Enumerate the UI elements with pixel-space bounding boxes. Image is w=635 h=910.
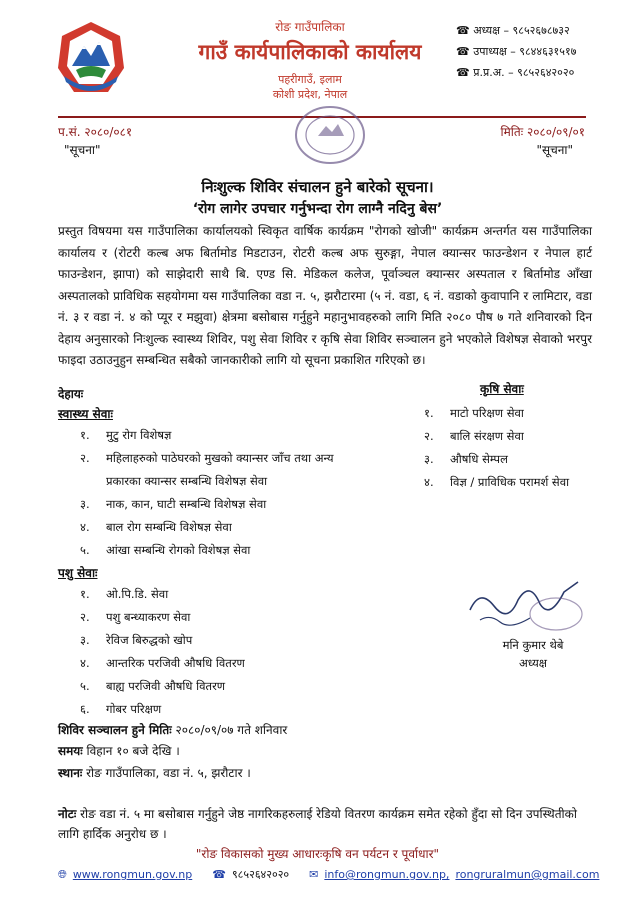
office-title: गाउँ कार्यपालिकाको कार्यालय <box>198 40 422 64</box>
agriculture-heading: कृषि सेवाः <box>480 382 524 396</box>
phone-icon: ☎︎ <box>212 868 226 881</box>
camp-place: स्थानः रोङ गाउँपालिका, वडा नं. ५, झरौटार । <box>58 766 251 780</box>
notice-slogan-title: ‘रोग लागेर उपचार गर्नुभन्दा रोग लाग्नै नदिनु बेस’ <box>192 201 443 217</box>
agriculture-list <box>424 402 604 494</box>
list-item: ६. गोबर परिक्षण <box>80 702 162 716</box>
list-item: ४. विज्ञ / प्राविधिक परामर्श सेवा <box>424 475 570 489</box>
list-item: प्रकारका क्यान्सर सम्बन्धि विशेषज्ञ सेवा <box>106 474 268 488</box>
list-item: ५. बाह्य परजिवी औषधि वितरण <box>80 679 226 693</box>
list-item: २. महिलाहरुको पाठेघरको मुखको क्यान्सर जाँच तथा अन्य <box>80 451 334 465</box>
contact-phones <box>456 20 576 83</box>
footer-contacts <box>58 867 600 882</box>
website-link[interactable]: www.rongmun.gov.np <box>72 868 193 881</box>
list-item: ३. नाक, कान, घाटी सम्बन्धि विशेषज्ञ सेवा <box>80 497 267 511</box>
globe-icon: 🌐︎ <box>58 867 67 881</box>
list-item: १. ओ.पि.डि. सेवा <box>80 587 169 601</box>
email-link-gmail[interactable]: rongruralmun@gmail.com <box>455 868 600 881</box>
signatory-name: मनि कुमार थेबे <box>502 638 564 652</box>
phone-line: ☎︎ उपाध्यक्ष – ९८४४६३१५१७ <box>456 45 577 58</box>
camp-date: शिविर सञ्चालन हुने मितिः २०८०/०९/०७ गते शनिवार <box>58 723 288 737</box>
notice-label-left: "सूचना" <box>64 143 101 157</box>
office-location: पहरीगाउँ, इलाम <box>278 73 342 86</box>
list-item: ५. आंखा सम्बन्धि रोगको विशेषज्ञ सेवा <box>80 543 251 557</box>
footer-phone: ९८५२६४२०२० <box>231 868 290 881</box>
letter-date: मितिः २०८०/०९/०१ <box>500 125 585 139</box>
phone-icon: ☎︎ <box>456 66 474 79</box>
livestock-heading: पशु सेवाः <box>58 566 98 580</box>
mail-icon: ✉︎ <box>309 868 319 881</box>
official-stamp <box>290 100 370 170</box>
reference-number: प.सं. २०८०/०८१ <box>58 125 133 139</box>
signature-image <box>460 570 590 640</box>
phone-line: ☎︎ प्र.प्र.अ. – ९८५२६४२०२० <box>456 66 575 79</box>
municipality-name: रोङ गाउँपालिका <box>275 20 345 34</box>
signatory-title: अध्यक्ष <box>518 656 548 670</box>
note-paragraph: नोटः रोङ वडा नं. ५ मा बसोबास गर्नुहुने जेष्ठ नागरिकहरुलाई रेडियो वितरण कार्यक्रम समेत रहेको हुँदा सो दिन उपस्थितीको लागि हार्दिक अनुरोध छ । <box>58 807 577 841</box>
municipality-emblem-logo <box>50 18 132 100</box>
camp-time: समयः विहान १० बजे देखि । <box>58 744 180 758</box>
list-item: ४. आन्तरिक परजिवी औषधि वितरण <box>80 656 245 670</box>
notice-title: निःशुल्क शिविर संचालन हुने बारेको सूचना। <box>201 178 434 196</box>
list-item: ४. बाल रोग सम्बन्धि विशेषज्ञ सेवा <box>80 520 232 534</box>
list-item: २. बालि संरक्षण सेवा <box>424 429 524 443</box>
email-link-info[interactable]: info@rongmun.gov.np, <box>324 868 450 881</box>
list-item: ३. रेविज बिरुद्धको खोप <box>80 633 193 647</box>
list-item: १. मुटु रोग विशेषज्ञ <box>80 428 172 442</box>
office-province: कोशी प्रदेश, नेपाल <box>272 88 348 101</box>
body-paragraph: प्रस्तुत विषयमा यस गाउँपालिका कार्यालयको स्विकृत वार्षिक कार्यक्रम "रोगको खोजी" कार्यक्रम अन्तर्गत यस गाउँपालिका कार्यालय र (रोटरी कल्ब अफ बिर्तामोड मिडटाउन, रोटरी कल्ब अफ सुरुङ्गा, नेपाल क्यान्सर फाउन्डेशन र नेपाल हार्ट फाउन्डेशन, झापा) को साझेदारी साथै बि. एण्ड सि. मेडिकल कलेज, पूर्वाञ्चल क्यान्सर अस्पताल र बिर्तामोड आँखा अस्पतालको प्राविधिक सहयोगमा यस गाउँपालिका वडा न. ५, झरौटारमा (५ नं. वडा, ६ नं. वडाको कुवापानि र लामिटार, वडा नं. ३ र वडा नं. ४ को प्यूर र मझुवा) क्षेत्रमा बसोबास गर्नुहुने महानुभावहरुको लागि मिति २०८० पौष ७ गते शनिवारको दिन देहाय अनुसारको निःशुल्क स्वास्थ्य शिविर, पशु सेवा शिविर र कृषि सेवा शिविर सञ्चालन हुने भएकोले विशेषज्ञ सेवाको भरपुर फाइदा उठाउनुहुन सम्बन्धित सबैको जानकारीको लागि यो सूचना प्रकाशित गरिएको छ। <box>58 224 592 367</box>
notice-label-right: "सूचना" <box>536 143 573 157</box>
dehaya-label: देहायः <box>58 387 84 401</box>
list-item: २. पशु बन्ध्याकरण सेवा <box>80 610 191 624</box>
livestock-list <box>80 583 410 721</box>
phone-icon: ☎︎ <box>456 24 474 37</box>
health-heading: स्वास्थ्य सेवाः <box>58 407 113 421</box>
health-list <box>80 424 410 562</box>
footer-slogan: "रोङ विकासको मुख्य आधारःकृषि वन पर्यटन र पूर्वाधार" <box>195 847 440 861</box>
list-item: १. माटो परिक्षण सेवा <box>424 406 524 420</box>
phone-icon: ☎︎ <box>456 45 474 58</box>
list-item: ३. औषधि सेम्पल <box>424 452 508 466</box>
phone-line: ☎︎ अध्यक्ष – ९८५२६७८७३२ <box>456 24 570 37</box>
